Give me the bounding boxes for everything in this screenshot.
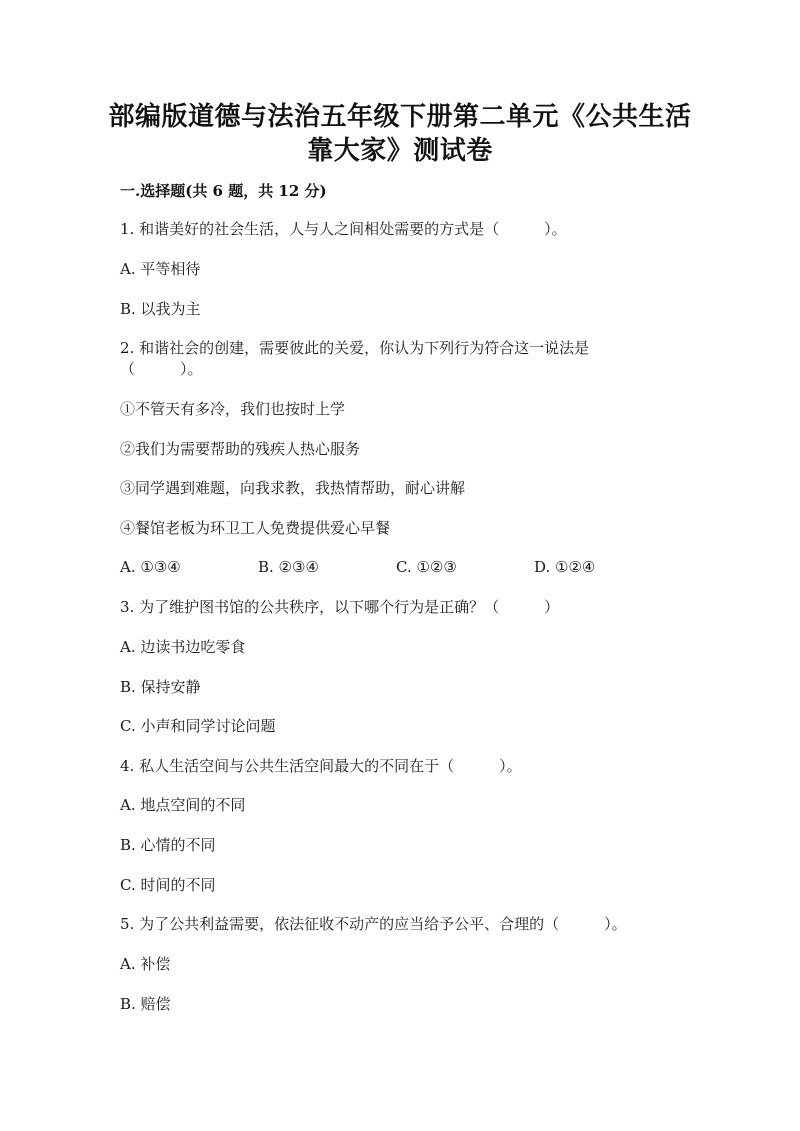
question-1-stem: 1. 和谐美好的社会生活，人与人之间相处需要的方式是（ ）。 xyxy=(120,220,567,238)
question-3-option-c: C. 小声和同学讨论问题 xyxy=(120,717,276,735)
question-1-option-b: B. 以我为主 xyxy=(120,300,201,318)
question-2-stem-line-1: 2. 和谐社会的创建，需要彼此的关爱，你认为下列行为符合这一说法是 xyxy=(120,339,590,357)
question-3-option-b: B. 保持安静 xyxy=(120,678,201,696)
page-title-line-2: 靠大家》测试卷 xyxy=(307,136,493,166)
question-5-option-a: A. 补偿 xyxy=(120,955,171,973)
section-heading: 一.选择题(共 6 题，共 12 分) xyxy=(120,182,327,200)
question-4-stem: 4. 私人生活空间与公共生活空间最大的不同在于（ ）。 xyxy=(120,757,522,775)
question-2-options-row xyxy=(120,558,680,578)
question-2-option-b: B. ②③④ xyxy=(258,558,319,576)
question-4-option-b: B. 心情的不同 xyxy=(120,836,216,854)
question-2-stem-line-2: （ ）。 xyxy=(120,360,203,378)
question-4-option-a: A. 地点空间的不同 xyxy=(120,796,246,814)
question-3-stem: 3. 为了维护图书馆的公共秩序，以下哪个行为是正确？（ ） xyxy=(120,598,560,616)
question-4-option-c: C. 时间的不同 xyxy=(120,876,216,894)
question-3-option-a: A. 边读书边吃零食 xyxy=(120,638,246,656)
question-2-statement-2: ②我们为需要帮助的残疾人热心服务 xyxy=(120,440,361,458)
question-2-option-a: A. ①③④ xyxy=(120,558,181,576)
page-title-line-1: 部编版道德与法治五年级下册第二单元《公共生活 xyxy=(108,102,692,132)
question-2-statement-1: ①不管天有多冷，我们也按时上学 xyxy=(120,400,346,418)
question-2-statement-3: ③同学遇到难题，向我求教，我热情帮助，耐心讲解 xyxy=(120,479,466,497)
question-2-statement-4: ④餐馆老板为环卫工人免费提供爱心早餐 xyxy=(120,519,391,537)
question-5-stem: 5. 为了公共利益需要，依法征收不动产的应当给予公平、合理的（ ）。 xyxy=(120,915,627,933)
question-2-option-d: D. ①②④ xyxy=(534,558,596,576)
question-1-option-a: A. 平等相待 xyxy=(120,260,201,278)
question-5-option-b: B. 赔偿 xyxy=(120,995,171,1013)
question-2-option-c: C. ①②③ xyxy=(396,558,457,576)
